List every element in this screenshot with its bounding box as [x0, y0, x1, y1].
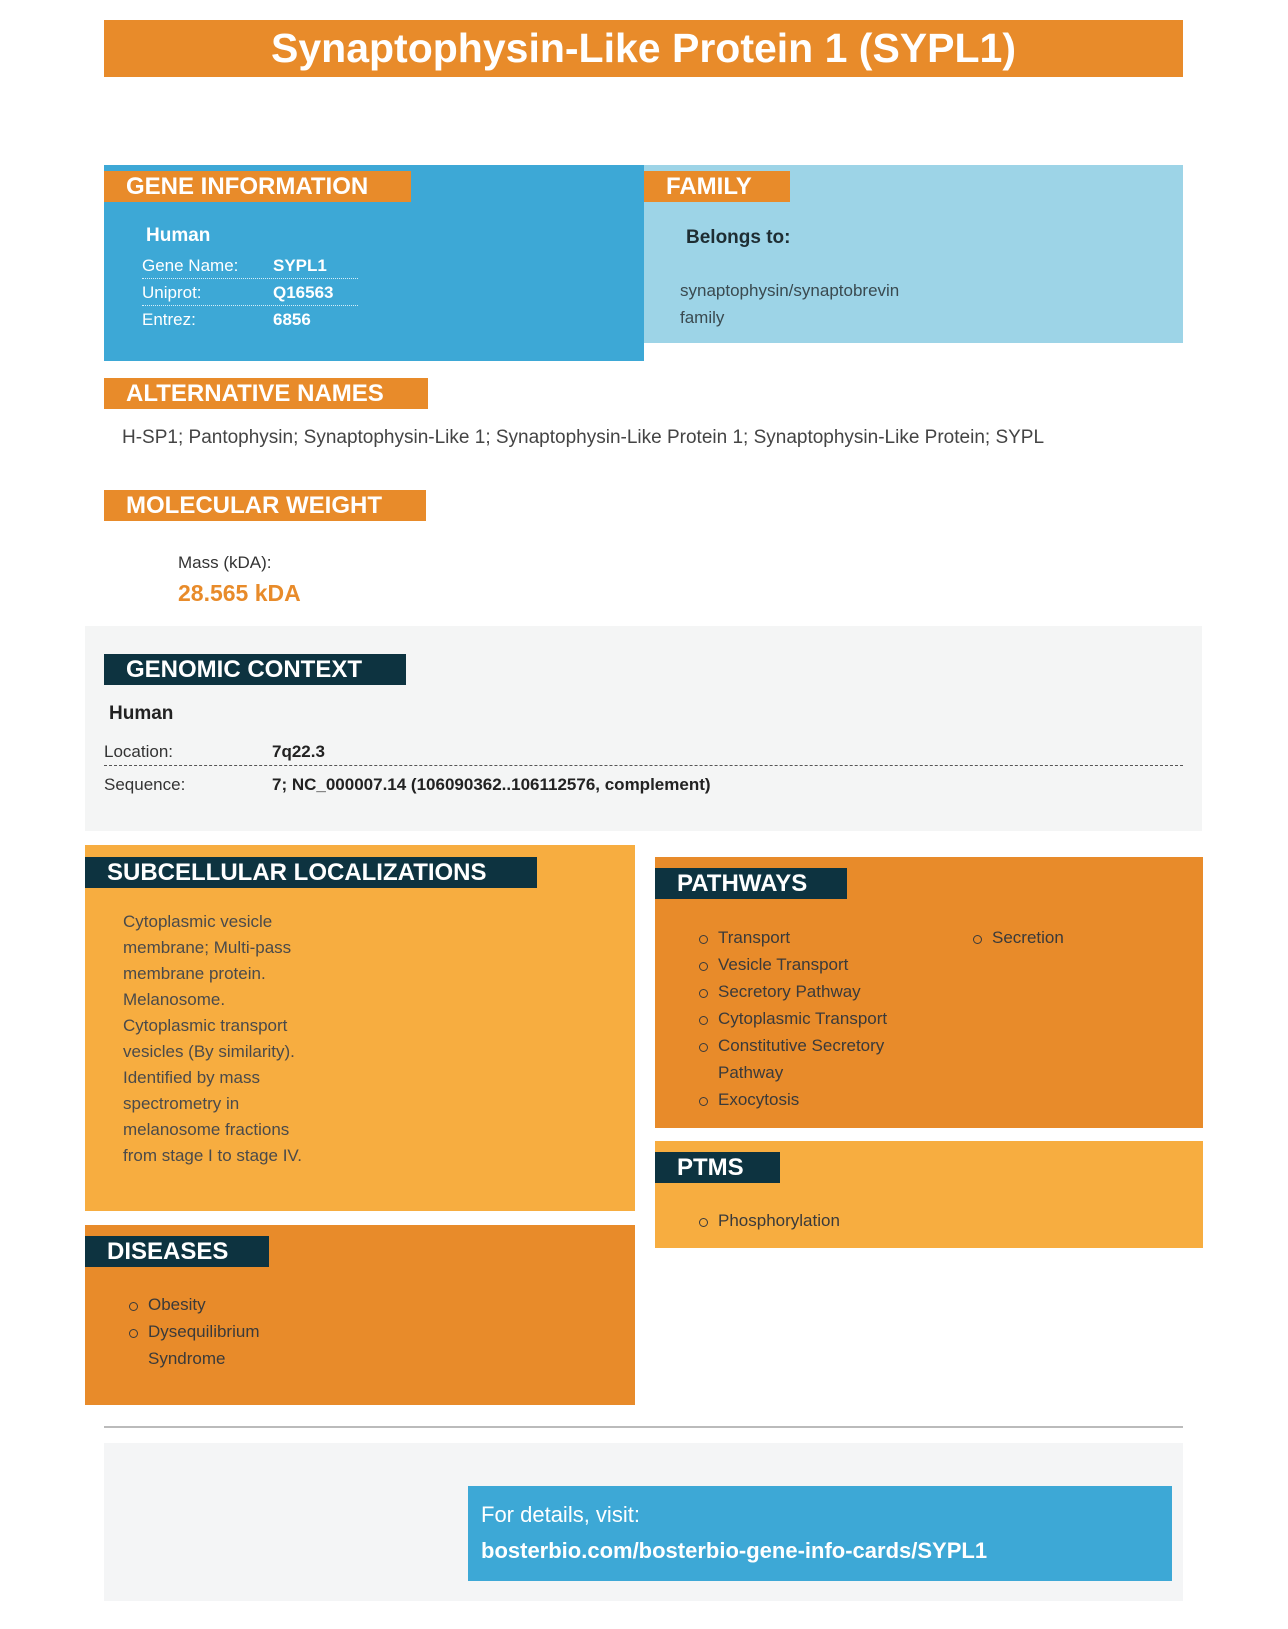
gene-information-panel — [104, 165, 644, 361]
genomic-species: Human — [109, 703, 174, 724]
page-title: Synaptophysin-Like Protein 1 (SYPL1) — [271, 25, 1016, 71]
subcellular-line: vesicles (By similarity). — [123, 1042, 295, 1061]
family-name-line1: synaptophysin/synaptobrevin — [680, 281, 900, 300]
list-item: Cytoplasmic Transport — [699, 1005, 919, 1032]
details-label: For details, visit: — [481, 1502, 640, 1527]
subcellular-header: SUBCELLULAR LOCALIZATIONS — [85, 857, 537, 888]
alternative-names-text: H-SP1; Pantophysin; Synaptophysin-Like 1; Synaptophysin-Like Protein 1; Synaptophysin-Like Protein; SYPL — [122, 427, 1045, 448]
gene-name-value: SYPL1 — [273, 256, 327, 275]
diseases-panel — [85, 1225, 635, 1405]
family-panel — [644, 165, 1183, 343]
uniprot-label: Uniprot: — [142, 283, 202, 302]
uniprot-value: Q16563 — [273, 283, 334, 302]
gene-row-uniprot — [142, 279, 358, 306]
list-item: Secretory Pathway — [699, 978, 919, 1005]
pathways-header: PATHWAYS — [655, 868, 847, 899]
list-item: Obesity — [129, 1291, 329, 1318]
pathway-line: Pathway — [718, 1063, 784, 1082]
subcellular-line: membrane; Multi-pass — [123, 938, 292, 957]
pathways-list — [699, 924, 919, 1113]
subcellular-line: spectrometry in — [123, 1094, 240, 1113]
divider — [104, 1426, 1183, 1428]
gene-name-label: Gene Name: — [142, 256, 239, 275]
genomic-location-row — [104, 734, 1183, 766]
subcellular-line: Identified by mass — [123, 1068, 261, 1087]
alternative-names-header: ALTERNATIVE NAMES — [104, 378, 428, 409]
subcellular-line: membrane protein. — [123, 964, 266, 983]
details-link[interactable] — [468, 1486, 1172, 1581]
subcellular-line: Cytoplasmic vesicle — [123, 912, 273, 931]
genomic-context-panel — [85, 626, 1202, 831]
genomic-context-header: GENOMIC CONTEXT — [104, 654, 406, 685]
family-name-line2: family — [680, 308, 725, 327]
gene-row-entrez — [142, 306, 358, 333]
list-item — [129, 1318, 329, 1372]
list-item: Transport — [699, 924, 919, 951]
list-item: Exocytosis — [699, 1086, 919, 1113]
details-url[interactable]: bosterbio.com/bosterbio-gene-info-cards/SYPL1 — [481, 1538, 988, 1563]
disease-line: Dysequilibrium — [148, 1322, 260, 1341]
diseases-list — [129, 1291, 329, 1372]
ptms-header: PTMS — [655, 1152, 780, 1183]
location-value: 7q22.3 — [272, 742, 325, 761]
gene-species: Human — [146, 225, 211, 246]
sequence-label: Sequence: — [104, 775, 186, 794]
gene-information-header: GENE INFORMATION — [104, 171, 411, 202]
sequence-value: 7; NC_000007.14 (106090362..106112576, complement) — [272, 775, 711, 794]
pathway-line: Constitutive Secretory — [718, 1036, 885, 1055]
subcellular-line: Melanosome. — [123, 990, 226, 1009]
subcellular-line: Cytoplasmic transport — [123, 1016, 288, 1035]
list-item: Phosphorylation — [699, 1207, 999, 1234]
pathways-panel — [655, 857, 1203, 1128]
list-item — [699, 1032, 919, 1086]
family-belongs-label: Belongs to: — [686, 227, 791, 248]
molecular-weight-header: MOLECULAR WEIGHT — [104, 490, 426, 521]
list-item: Secretion — [973, 924, 1173, 951]
subcellular-line: melanosome fractions — [123, 1120, 290, 1139]
list-item: Vesicle Transport — [699, 951, 919, 978]
gene-row-name — [142, 252, 358, 279]
location-label: Location: — [104, 742, 173, 761]
disease-line: Syndrome — [148, 1349, 226, 1368]
mass-label: Mass (kDA): — [178, 553, 272, 572]
pathways-list-2 — [973, 924, 1173, 951]
genomic-sequence-row — [104, 767, 1183, 799]
entrez-value: 6856 — [273, 310, 311, 329]
diseases-header: DISEASES — [85, 1236, 269, 1267]
subcellular-line: from stage I to stage IV. — [123, 1146, 302, 1165]
mass-value: 28.565 kDA — [178, 580, 301, 606]
ptms-panel — [655, 1141, 1203, 1248]
title-bar — [104, 20, 1183, 77]
subcellular-panel — [85, 845, 635, 1211]
family-header: FAMILY — [644, 171, 790, 202]
subcellular-text — [123, 909, 323, 1169]
entrez-label: Entrez: — [142, 310, 196, 329]
ptms-list — [699, 1207, 999, 1234]
